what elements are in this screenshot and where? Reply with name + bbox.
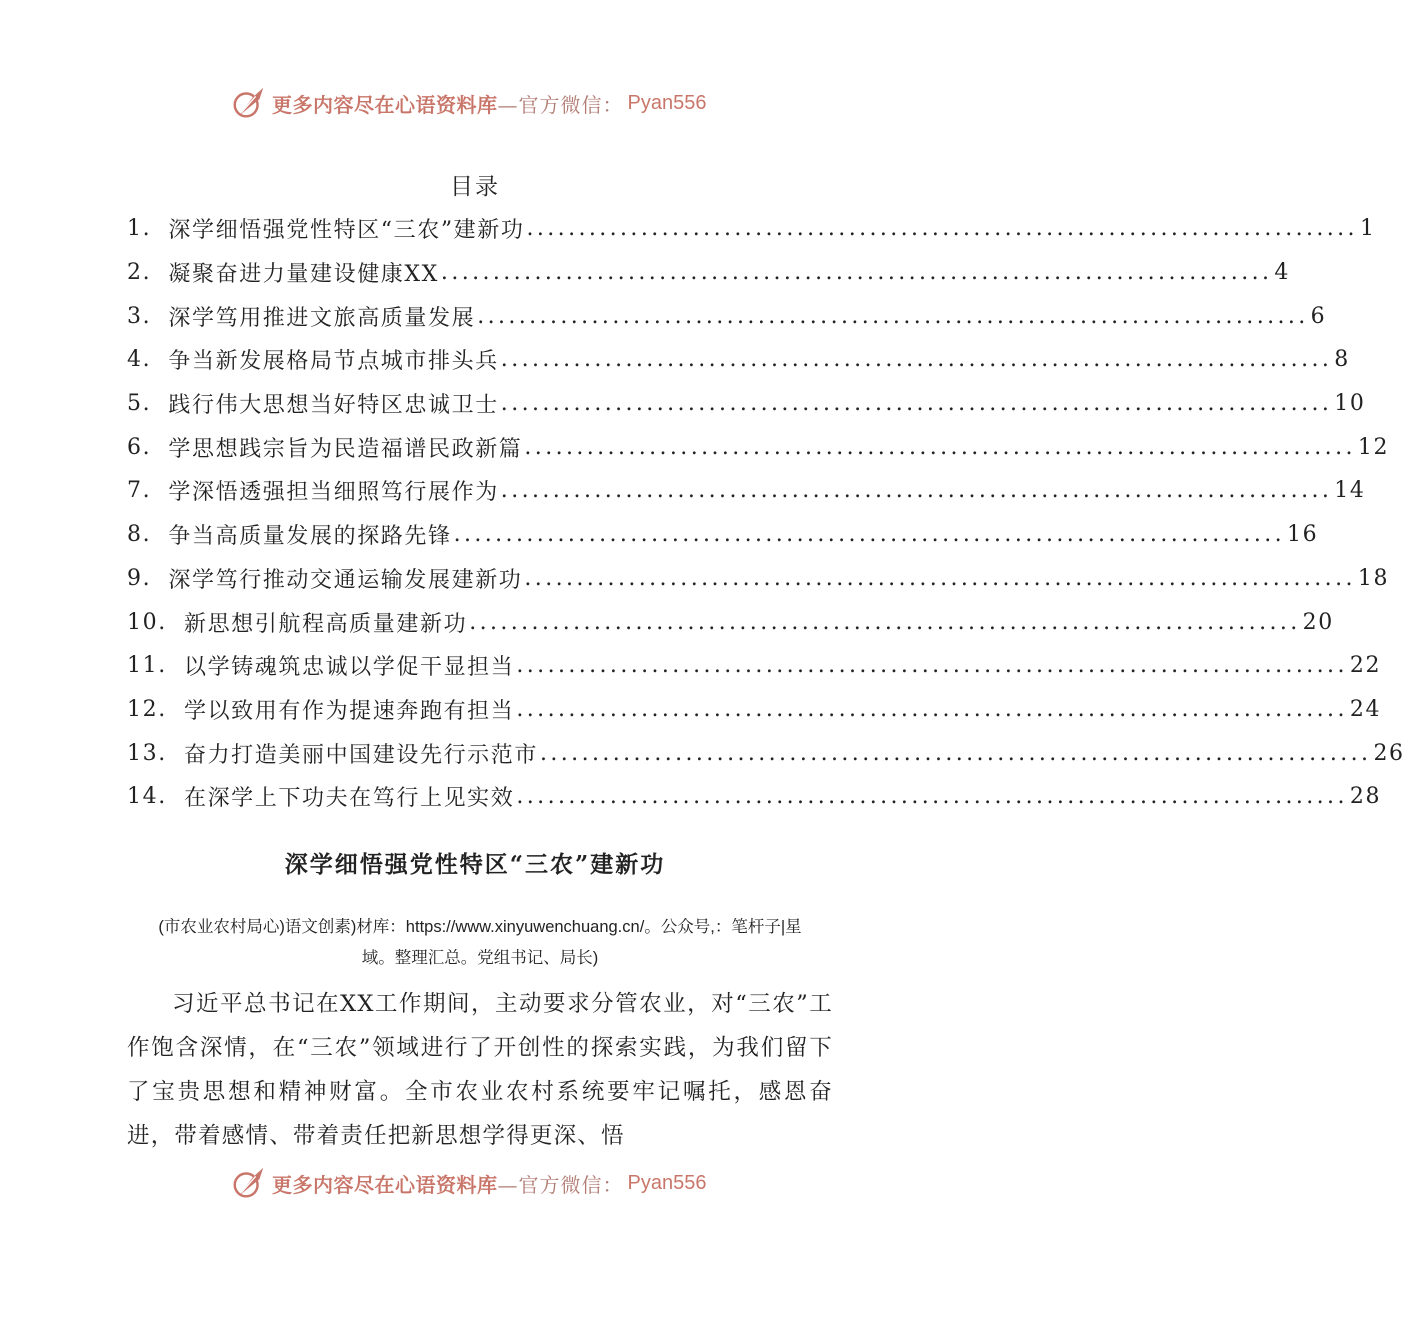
toc-item-page: 14 [1334, 478, 1366, 504]
toc-item-number: 9. [127, 565, 169, 591]
toc-title: 目录 [450, 174, 500, 200]
toc-item-number: 4. [127, 347, 169, 373]
article-source [127, 912, 833, 974]
toc-item-leader: ................................................................................ [516, 653, 1348, 679]
banner-text-wechat-id: Pyan556 [627, 91, 707, 114]
toc-item[interactable] [127, 207, 1376, 251]
toc-item[interactable] [127, 731, 1405, 775]
toc-item-leader: ................................................................................ [516, 696, 1348, 722]
toc-item-leader: ................................................................................ [524, 434, 1356, 460]
toc-list [127, 207, 1405, 819]
toc-item-leader: ................................................................................ [440, 260, 1273, 286]
toc-item[interactable] [127, 513, 1319, 557]
toc-item-number: 11. [127, 653, 184, 679]
toc-item-page: 18 [1357, 565, 1390, 591]
toc-item-title: 以学铸魂筑忠诚以学促干显担当 [183, 655, 515, 681]
toc-item-number: 7. [127, 478, 169, 504]
toc-item-leader: ................................................................................ [453, 522, 1286, 548]
toc-item-title: 凝聚奋进力量建设健康XX [168, 262, 439, 288]
source-line-2: 域。整理汇总。党组书记、局长) [361, 949, 599, 967]
toc-item-page: 28 [1349, 784, 1382, 810]
toc-item[interactable] [127, 382, 1366, 426]
toc-item-leader: ................................................................................ [477, 303, 1309, 329]
toc-item-page: 6 [1310, 303, 1327, 329]
banner-text-wechat-label: —官方微信： [497, 1172, 624, 1197]
toc-item-number: 3. [127, 303, 169, 329]
toc-item-title: 争当新发展格局节点城市排头兵 [168, 349, 499, 375]
toc-item-title: 深学笃用推进文旅高质量发展 [168, 305, 476, 331]
article-paragraph: 习近平总书记在XX工作期间，主动要求分管农业，对“三农”工作饱含深情，在“三农”领域进行了开创性的探索实践，为我们留下了宝贵思想和精神财富。全市农业农村系统要牢记嘱托，感恩奋进，带着感情、带着责任把新思想学得更深、悟 [127, 991, 833, 1149]
toc-item-page: 1 [1359, 216, 1376, 242]
watermark-banner-bottom [230, 1163, 706, 1203]
toc-item[interactable] [127, 775, 1382, 819]
toc-item[interactable] [127, 469, 1366, 513]
toc-item-leader: ................................................................................ [526, 216, 1358, 242]
toc-item-title: 新思想引航程高质量建新功 [183, 611, 468, 637]
banner-text-main: 更多内容尽在心语资料库 [272, 92, 498, 117]
toc-item-number: 14. [127, 784, 184, 810]
toc-item-page: 16 [1287, 522, 1319, 548]
toc-item-leader: ................................................................................ [500, 478, 1333, 504]
toc-item-page: 22 [1349, 653, 1382, 679]
source-line-1: (市农业农村局心)语文创素)材库：https://www.xinyuwenchuang.cn/。公众号,：笔杆子|星 [158, 918, 802, 936]
toc-item[interactable] [127, 644, 1382, 688]
toc-item-leader: ................................................................................ [500, 347, 1333, 373]
quill-pen-icon [230, 1164, 268, 1202]
toc-item-leader: ................................................................................ [500, 391, 1333, 417]
toc-item-leader: ................................................................................ [524, 565, 1356, 591]
toc-item-title: 践行伟大思想当好特区忠诚卫士 [168, 393, 499, 419]
toc-item[interactable] [127, 425, 1390, 469]
toc-item-page: 10 [1334, 391, 1366, 417]
toc-item-number: 1. [127, 216, 169, 242]
toc-item-page: 24 [1349, 696, 1382, 722]
toc-item-number: 12. [127, 696, 184, 722]
toc-item-leader: ................................................................................ [540, 740, 1372, 766]
toc-item-leader: ................................................................................ [516, 784, 1348, 810]
toc-item-number: 2. [127, 260, 169, 286]
banner-text-wechat-id: Pyan556 [627, 1171, 707, 1194]
toc-item-page: 8 [1334, 347, 1350, 373]
toc-item-title: 深学细悟强党性特区“三农”建新功 [168, 218, 525, 244]
toc-item-title: 在深学上下功夫在笃行上见实效 [183, 786, 515, 812]
toc-item-number: 5. [127, 391, 169, 417]
toc-item[interactable] [127, 557, 1390, 601]
toc-item-number: 6. [127, 434, 169, 460]
toc-item-page: 26 [1373, 740, 1405, 766]
toc-item-number: 8. [127, 522, 169, 548]
toc-item-title: 深学笃行推动交通运输发展建新功 [168, 567, 523, 593]
toc-item-page: 20 [1302, 609, 1334, 635]
toc-item-page: 4 [1274, 260, 1290, 286]
toc-item-title: 争当高质量发展的探路先锋 [168, 524, 452, 550]
toc-item-number: 13. [127, 740, 184, 766]
toc-item[interactable] [127, 338, 1350, 382]
toc-item[interactable] [127, 251, 1290, 295]
toc-item-page: 12 [1357, 434, 1390, 460]
toc-item[interactable] [127, 294, 1327, 338]
toc-item[interactable] [127, 688, 1382, 732]
toc-item-title: 学思想践宗旨为民造福谱民政新篇 [168, 436, 523, 462]
toc-item-title: 奋力打造美丽中国建设先行示范市 [183, 742, 538, 768]
banner-text-main: 更多内容尽在心语资料库 [272, 1172, 498, 1197]
quill-pen-icon [230, 84, 268, 122]
watermark-banner-top [230, 83, 706, 123]
banner-text-wechat-label: —官方微信： [497, 92, 624, 117]
toc-item-title: 学深悟透强担当细照笃行展作为 [168, 480, 499, 506]
toc-item-number: 10. [127, 609, 184, 635]
toc-item-title: 学以致用有作为提速奔跑有担当 [183, 698, 515, 724]
article-title: 深学细悟强党性特区“三农”建新功 [284, 851, 666, 878]
toc-item[interactable] [127, 600, 1334, 644]
toc-item-leader: ................................................................................ [469, 609, 1301, 635]
